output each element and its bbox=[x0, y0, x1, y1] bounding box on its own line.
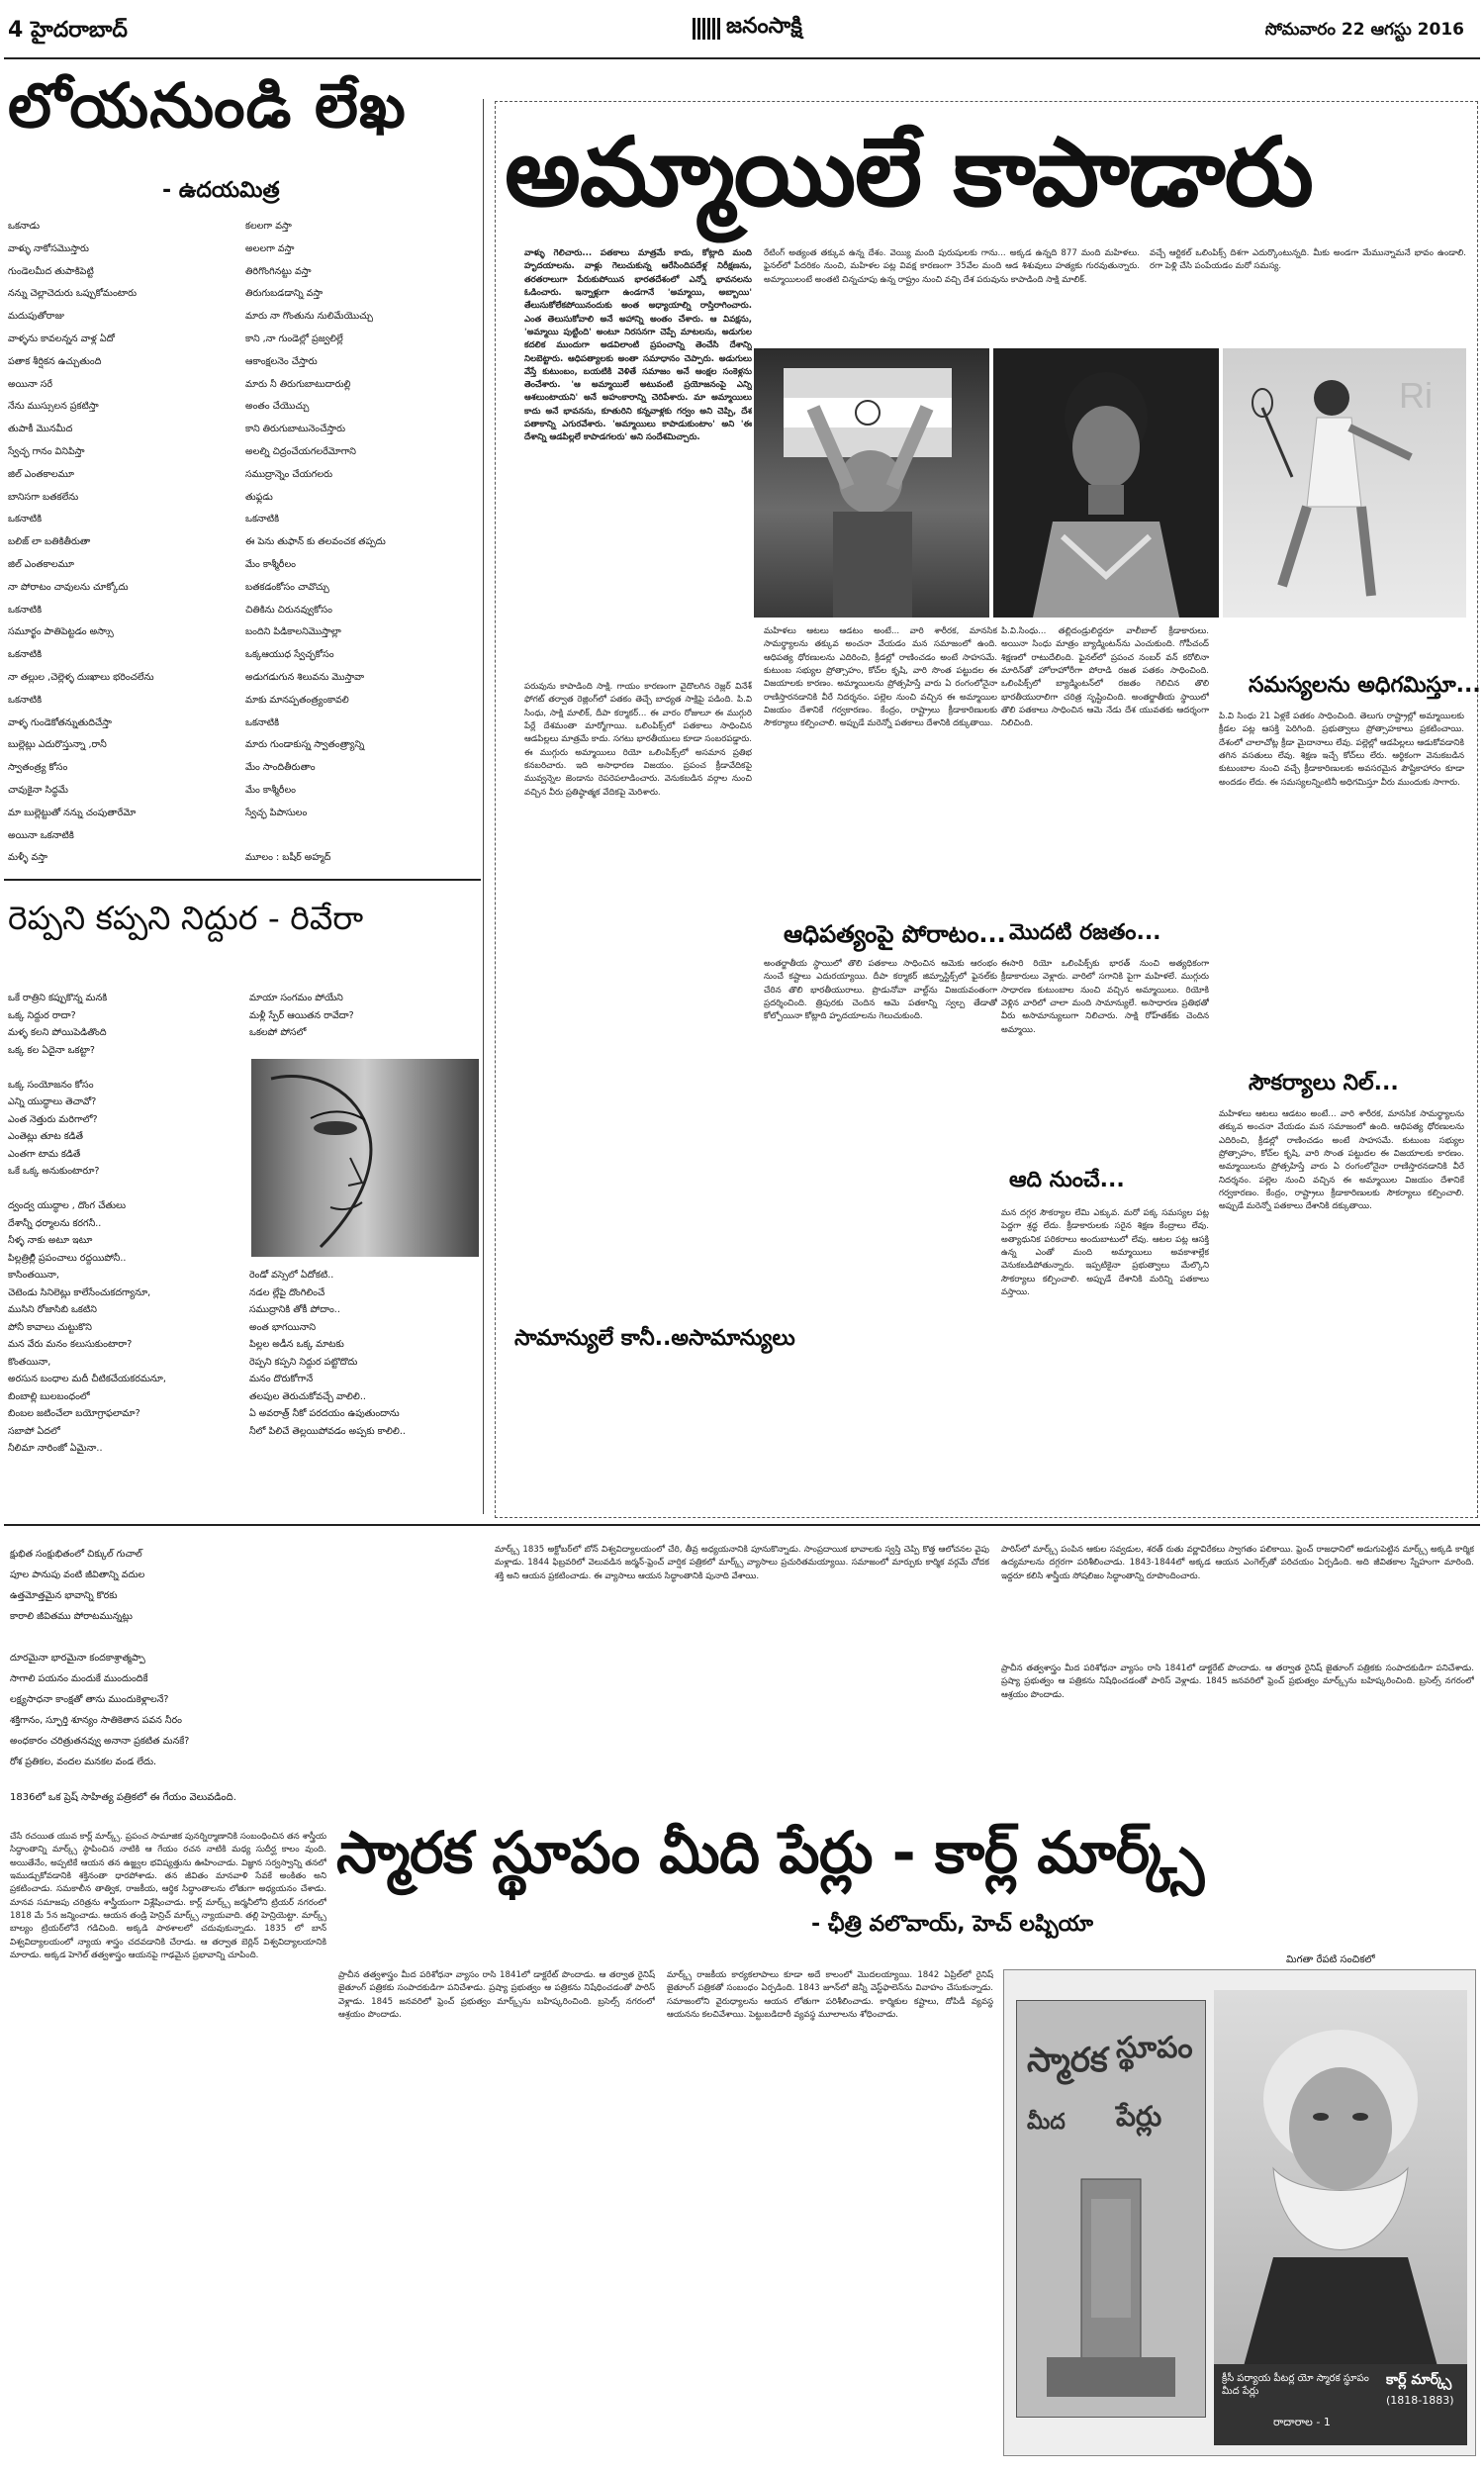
main-col1-mid: పరువును కాపాడింది సాక్షి. గాయం కారణంగా వైదొలగిన రెజ్లర్ వినేశ్ ఫోగట్ తర్వాత రెజ్లింగ్‌లో పతకం తెచ్చే బాధ్యత సాక్షిపై పడింది. పి.వి సింధు, సాక్షి మాలిక్, దీపా కర్మాకర్... ఈ వారం రోజులూ ఈ ముగ్గురి పేర్లే దేశమంతా మార్మోగాయి. ఒలింపిక్స్‌లో పతకాలు సాధించిన ఆడపిల్లలు మాత్రమే కాదు. సగటు భారతీయులు కూడా సంబరపడ్డారు. ఈ ముగ్గురు అమ్మాయిలు రియో ఒలింపిక్స్‌లో అసమాన ప్రతిభ కనబరిచారు. ఇది అసాధారణ విజయం. ప్రపంచ క్రీడావేదికపై మువ్వన్నెల జెండాను రెపరెపలాడించారు. వెనుకబడిన వర్గాల నుంచి వచ్చిన వీరు ప్రతిష్ఠాత్మక వేదికపై మెరిశారు. bbox=[524, 682, 752, 798]
poem-line: ఈ పెను తుఫాన్ కు తలవంచక తప్పదు bbox=[245, 536, 386, 548]
marx-col-mid-1: ప్రాచీన తత్వశాస్త్రం మీద పరిశోధనా వ్యాసం రాసి 1841లో డాక్టరేట్ పొందాడు. ఆ తర్వాత రైనిష్ జైతూంగ్ పత్రికకు సంపాదకుడిగా పనిచేశాడు. ప్రష్యా ప్రభుత్వం ఆ పత్రికను నిషేధించడంతో పారిస్ వెళ్లాడు. 1845 జనవరిలో ఫ్రెంచ్ ప్రభుత్వం మార్క్స్‌ను బహిష్కరించింది. బ్రసెల్స్ నగరంలో ఆశ్రయం పొందాడు. bbox=[338, 1970, 655, 2020]
poem-line: ఒక్క సంయోజనం కోసం bbox=[8, 1079, 94, 1091]
poem-line: నా తల్లుల ,చెల్లెళ్ళ దుఃఖాలు భరించలేను bbox=[8, 671, 154, 683]
poem-line: ఎన్ని యుద్ధాలు తెచావో? bbox=[8, 1096, 97, 1107]
poem-line bbox=[10, 1627, 485, 1648]
poem-line: బందిని పిడికాలనిమొస్తాల్లా bbox=[245, 626, 341, 638]
poem-line: మారు గుండాకుస్న స్వాతంత్ర్యాన్ని bbox=[245, 739, 365, 751]
photo-series: రాదారాల - 1 bbox=[1273, 2416, 1331, 2428]
poem-note: 1836లో ఒక ప్రెష్ సాహిత్య పత్రికలో ఈ గేయం వెలువడింది. bbox=[10, 1792, 236, 1803]
poem-line: పతాక శీర్షికన ఉచ్చుతుంది bbox=[8, 355, 102, 367]
poem-line: ఒకనాటికి bbox=[8, 514, 43, 525]
poem-line: మళ్ళీ వస్తా bbox=[8, 852, 48, 864]
monument-book-cover bbox=[1016, 2000, 1206, 2418]
poem2-section bbox=[4, 891, 481, 1524]
poem-line: చెటెండు సినిలెట్లు కాలేసేంచుకదగ్యానూ, bbox=[8, 1286, 151, 1298]
poem-line: మన వేరు మనం కలుసుకుంటారా? bbox=[8, 1339, 133, 1350]
poem-line: మారు నా గొంతును నులిమేయొచ్చు bbox=[245, 311, 374, 323]
poem-line: బానిసగా బతకలేను bbox=[8, 491, 79, 503]
poem-line: వాళ్ళను కావలన్నన వాళ్ల ఏదో bbox=[8, 333, 115, 344]
poem-line: లక్ష్యసాధనా కాంక్షతో తాను ముందుకెళ్లాలనే? bbox=[10, 1694, 169, 1705]
poem-line: కాని తిరుగుబాటునెంచేస్తారు bbox=[245, 424, 346, 435]
athlete-photo-sindhu bbox=[1223, 348, 1466, 618]
photo-caption-right: కార్ల్ మార్క్స్ bbox=[1386, 2372, 1452, 2388]
poem-line: ఒకనాటికి bbox=[8, 649, 43, 661]
poem-line: వాళ్ళ గుండెకోతన్నుతుదిచేస్తా bbox=[8, 716, 112, 728]
poem2-lines-col1 bbox=[8, 990, 255, 1458]
poem-line: అడుగడుగున శిలువను మొస్తావా bbox=[245, 671, 365, 683]
poem-line: జిల్ ఎంతకాలమూ bbox=[8, 558, 75, 570]
poem-lines-right bbox=[245, 216, 479, 870]
poem-line: ఉత్తమోత్తమైన భావాన్ని కొరకు bbox=[10, 1590, 118, 1601]
paper-name: జనంసాక్షి bbox=[693, 14, 802, 44]
poem-line: ఎంతగా టామ కడితే bbox=[8, 1148, 81, 1160]
poem-line: ఆకాంక్షలనెం చేస్తారు bbox=[245, 355, 318, 367]
marx-byline: - ఛీత్రి వలొవాయ్, హెచ్ లష్పియా bbox=[811, 1912, 1093, 1937]
poem-line: అంధకారం చరిత్రుతనవ్వు అనానా ప్రకటిత మనకే? bbox=[10, 1736, 190, 1747]
poem-line: నీళ్ళ నాకు అటూ ఇటూ bbox=[8, 1235, 93, 1246]
marx-col-mid-2: మార్క్స్ రాజకీయ కార్యకలాపాలు కూడా అదే కాలంలో మొదలయ్యాయి. 1842 ఏప్రిల్‌లో రైనిష్ జైతూంగ్ పత్రికతో సంబంధం ఏర్పడింది. 1843 జూన్‌లో జెన్నీ వెస్ట్‌ఫాలెన్‌ను వివాహం చేసుకున్నాడు. సమాజంలోని వైరుధ్యాలను ఆయన లోతుగా పరిశీలించాడు. కార్మికుల కష్టాలు, దోపిడీ వ్యవస్థ ఆయనను కలచివేశాయి. పెట్టుబడిదారీ వ్యవస్థ మూలాలను శోధించాడు. bbox=[667, 1970, 993, 2020]
poem-line: సాగాలి పయనం మందుకే ముందుందికే bbox=[10, 1673, 148, 1684]
poem-line: ద్వంద్వ యుద్ధాల , దొంగ చేతులు bbox=[8, 1200, 127, 1211]
poem-line: జిల్ ఎంతకాలమూ bbox=[8, 468, 75, 480]
section-heading: ఆధిపత్యంపై పోరాటం... bbox=[784, 920, 1006, 948]
poem-line: పిల్లల అడీన ఒక్క మాటకు bbox=[249, 1339, 344, 1350]
poem-line: ఒక్కఆయుధ స్వేచ్ఛకోసం bbox=[245, 649, 334, 661]
poem-line: కాసింతయినా, bbox=[8, 1270, 59, 1281]
poem-line: మేం కాశ్మీరీలం bbox=[245, 784, 296, 796]
poem-line: తుపాకీ మొనమీద bbox=[8, 424, 73, 435]
athlete-photo-dipa bbox=[993, 348, 1219, 618]
main-col4-mid: పి.వి సింధు 21 ఏళ్లకే పతకం సాధించింది. తెలుగు రాష్ట్రాల్లో అమ్మాయిలకు క్రీడల పట్ల ఆసక్తి పెరిగింది. ప్రభుత్వాలు ప్రోత్సాహకాలు ప్రకటించాయి. దేశంలో చాలాచోట్ల క్రీడా మైదానాలు లేవు. పల్లెల్లో ఆడపిల్లలు ఆడుకోవడానికి తగిన వసతులు లేవు. శిక్షణ ఇచ్చే కోచ్‌లు లేరు. ఆర్థికంగా వెనుకబడిన కుటుంబాల నుంచి వచ్చే క్రీడాకారిణులకు అవసరమైన పౌష్టికాహారం కూడా అందడం లేదు. ఈ సమస్యలన్నింటినీ అధిగమిస్తూ వీరు ముందుకు సాగారు. bbox=[1219, 712, 1464, 788]
poem-line bbox=[249, 1042, 479, 1060]
poem-line: సముద్రానికి తోకీ పోదాం.. bbox=[249, 1304, 340, 1315]
main-col2-mid-b: అంతర్జాతీయ స్థాయిలో తొలి పతకాలు సాధించిన ఆమెకు ఆరంభం నుంచే కష్టాలు ఎదురయ్యాయి. దీపా కర్మాకర్ జిమ్నాస్టిక్స్‌లో ఫైనల్‌కు చేరిన తొలి భారతీయురాలు. ప్రొడునోవా వాల్ట్‌ను విజయవంతంగా ప్రదర్శించింది. త్రిపురకు చెందిన ఆమె పతకాన్ని స్వల్ప తేడాతో కోల్పోయినా కోట్లాది హృదయాలను గెలుచుకుంది. bbox=[764, 959, 997, 1022]
poem-line: బతకడంకోసం చావొచ్చు bbox=[245, 581, 329, 593]
divider bbox=[4, 879, 481, 881]
monument-title-3: మీద bbox=[1027, 2110, 1066, 2135]
issue-date: సోమవారం 22 ఆగస్టు 2016 bbox=[1264, 20, 1464, 40]
poem-line: ఎంత నెత్తురు మరిగాలో? bbox=[8, 1113, 98, 1125]
section-heading: సామాన్యులే కానీ..అసామాన్యులు bbox=[514, 1326, 795, 1351]
poem-line: ఒకనాటికి bbox=[245, 716, 280, 728]
poem-line: ఒకనాటికి bbox=[8, 694, 43, 706]
poem-line: వాళ్ళు నాకోసమొస్తారు bbox=[8, 242, 89, 254]
photo-caption: క్రీసీ పర్యాయ పీటర్ల యో స్మారక స్థూపం మీద పేర్లు bbox=[1222, 2373, 1369, 2397]
poem-line: స్వాతంత్ర్య కోసం bbox=[8, 762, 68, 774]
monument-title-2: స్థూపం bbox=[1116, 2031, 1193, 2065]
poem-line: ఒకనాటికి bbox=[245, 514, 280, 525]
svg-text:Ri: Ri bbox=[1399, 375, 1433, 416]
section-heading: సౌకర్యాలు నిల్... bbox=[1249, 1071, 1399, 1095]
poem-line: తిరిగొంగినట్టు వస్తా bbox=[245, 265, 312, 277]
poem-line: నన్ను చెల్లాచెదురు ఒప్పుకోమంటారు bbox=[8, 288, 138, 300]
poem-line bbox=[8, 1059, 255, 1077]
newspaper-logo-icon bbox=[693, 18, 722, 40]
poem-line: చితికిను చిరునవ్వుకోసం bbox=[245, 604, 332, 616]
poem-line: దేశాన్నీ ధర్మాలను కరగనీ.. bbox=[8, 1217, 102, 1229]
marx-body-left: చేసే రచయిత యువ కార్ల్ మార్క్స్. ప్రపంచ సామాజిక పునర్నిర్మాణానికి సంబంధించిన తన శాస్త్రీయ సిద్ధాంతాన్ని మార్క్స్ స్థాపించిన నాటికి ఆ గేయం రచన నాటికి మధ్య సుదీర్ఘ కాలం వుంది. అయితేనేం, అప్పటికే ఆయన తన ఉజ్జ్వల భవిష్యత్తును ఊహించాడు. విజ్ఞాన సర్వస్వాన్ని తనలో ఇముడ్చుకోవడానికి శక్తినంతా ధారపోశాడు. తన జీవితం మానవాళి సేవకే అంకితం అని ప్రకటించాడు. సమకాలీన తాత్విక, రాజకీయ, ఆర్థిక సిద్ధాంతాలను లోతుగా అధ్యయనం చేశాడు. మానవ సమాజపు చరిత్రను శాస్త్రీయంగా విశ్లేషించాడు. కార్ల్ మార్క్స్ జర్మనీలోని ట్రియర్ నగరంలో 1818 మే 5న జన్మించాడు. ఆయన తండ్రి హెన్రిచ్ మార్క్స్ న్యాయవాది. తల్లి హెన్రియెట్టా. మార్క్స్ బాల్యం ట్రియర్‌లోనే గడిచింది. అక్కడి పాఠశాలలో చదువుకున్నాడు. 1835 లో బాన్ విశ్వవిద్యాలయంలో న్యాయ శాస్త్రం చదవడానికి చేరాడు. ఆ తర్వాత బెర్లిన్ విశ్వవిద్యాలయానికి మారాడు. అక్కడ హెగెల్ తత్వశాస్త్రం ఆయనపై గాఢమైన ప్రభావాన్ని చూపింది. bbox=[10, 1832, 326, 1960]
main-col3-mid: పి.వి.సింధు... తల్లిదండ్రులిద్దరూ వాలీబాల్ క్రీడాకారులు. అయినా సింధు మాత్రం బ్యాడ్మింటన్‌ను ఎంచుకుంది. గోపీచంద్ శిక్షణలో రాటుదేలింది. ఫైనల్‌లో ప్రపంచ నంబర్ వన్ కరోలినా మారిన్‌తో హోరాహోరీగా పోరాడి రజత పతకం సాధించింది. ఒలింపిక్స్‌లో బ్యాడ్మింటన్‌లో రజతం గెలిచిన తొలి భారతీయురాలిగా చరిత్ర సృష్టించింది. అంతర్జాతీయ స్థాయిలో తొలి పతకాలు సాధించిన ఆమె నేడు దేశ యువతకు ఆదర్శంగా నిలిచింది. bbox=[1001, 626, 1209, 729]
poem-line: నీలో పిలిచే తెల్లయిపోవడం అప్పకు కాలిలి.. bbox=[249, 1425, 406, 1437]
poem-line: ఒకే రాత్రిని కప్పుకొన్న మనకి bbox=[8, 993, 108, 1003]
divider bbox=[4, 1524, 1480, 1526]
masthead-rule bbox=[4, 57, 1480, 59]
continued-note: మిగతా రేపటి సంచికలో bbox=[1286, 1954, 1375, 1965]
poem-line: అంతం చేయొచ్చు bbox=[245, 401, 310, 413]
main-col2-top: రేటింగ్ అత్యంత తక్కువ ఉన్న దేశం. వెయ్యి మంది పురుషులకు గాను... అక్కడ ఉన్నది 877 మంది మహిళలు. ఫైనల్‌లో పేదరికం నుంచి, మహిళల పట్ల వివక్ష కారణంగా 35వేల మంది ఆడ శిశువులు హత్యకు గురవుతున్నారు. అమ్మాయిలంటే అంతటి చిన్నచూపు ఉన్న రాష్ట్రం నుంచి వచ్చి దేశ పరువును కాపాడింది సాక్షి మాలిక్. bbox=[764, 248, 1140, 285]
poem-line: ఒకనాడు bbox=[8, 221, 41, 232]
main-headline: అమ్మాయిలే కాపాడారు bbox=[505, 117, 1313, 228]
poem-line: బుల్లెట్లు ఎదురొస్తున్నా ,రానీ bbox=[8, 739, 107, 751]
marx-col-top-1: పారిస్‌లో మార్క్స్ పంపిన ఆకుల సవ్వడుల, శరత్ రుతు వర్ణావిరేకలు స్వాగతం పలికాయి. ఫ్రెంచ్ రాజధానిలో అడుగుపెట్టిన మార్క్స్ అక్కడి కార్మిక ఉద్యమాలను దగ్గరగా పరిశీలించాడు. 1843-1844లో అక్కడ ఆయన ఎంగెల్స్‌తో పరిచయం ఏర్పడింది. అది జీవితకాల స్నేహంగా మారింది. ఇద్దరూ కలిసి శాస్త్రీయ సోషలిజం సిద్ధాంతాన్ని రూపొందించారు. bbox=[1001, 1545, 1474, 1581]
page-label: 4 హైదరాబాద్ bbox=[8, 18, 128, 43]
poem-line: గుండెలమీద తుపాకిపెట్టి bbox=[8, 265, 94, 277]
section-heading: మొదటి రజతం... bbox=[1009, 920, 1161, 945]
poem-author: - ఉదయమిత్ర bbox=[162, 178, 280, 203]
poem-line: రెండో వస్సెలో ఏదోకటి.. bbox=[249, 1270, 334, 1281]
poem-line: రోశ ప్రతికల, వందల మనకల వండ లేదు. bbox=[10, 1757, 157, 1767]
poem-line: కాని ,నా గుండెల్లో ప్రజ్వలిల్లే bbox=[245, 333, 343, 344]
main-col3-top: వచ్చే ఆర్టికల్ ఒలింపిక్స్ దిశగా ఎదుర్కొంటున్నది. మీకు అండగా మేమున్నామనే భావం ఉండాలి. రగా పెళ్లి చేసి పంపేయడం మరో సమస్య. bbox=[1150, 248, 1466, 272]
monument-title-4: పేర్లు bbox=[1116, 2100, 1162, 2133]
face-sketch-image bbox=[251, 1059, 479, 1257]
poem-line: మాకు మానప్పతంత్ర్యంకావలి bbox=[245, 694, 349, 706]
poem-line: మా బుల్లెట్టుతో నన్ను చంపుతారేమో bbox=[8, 807, 137, 818]
divider bbox=[483, 99, 484, 1514]
poem-line: చావుకైనా సిద్ధమే bbox=[8, 784, 68, 796]
poem-line: అలల్ని చిద్రంచేయగలరేమోగాని bbox=[245, 445, 356, 457]
poem-line: శక్తిగానం, స్ఫూర్తి శూన్యం సాతికెతాన పవన నీరం bbox=[10, 1715, 182, 1726]
poem-line: ఎంతెట్లు తూట కడితే bbox=[8, 1131, 84, 1142]
poem-line: ఒకనాటికి bbox=[8, 604, 43, 616]
marx-col-top-2: మార్క్స్ 1835 అక్టోబర్‌లో బోన్ విశ్వవిద్యాలయంలో చేరి, తీవ్ర అధ్యయనానికి పూనుకొన్నాడు. సాంప్రదాయిక భావాలకు స్వస్తి చెప్పి కొత్త ఆలోచనల వైపు మళ్లాడు. 1844 ఫిబ్రవరిలో వెలువడిన జర్మన్-ఫ్రెంచ్ వార్షిక పత్రికలో మార్క్స్ వ్యాసాలు ప్రచురితమయ్యాయి. సమాజంలో మార్పుకు కార్మిక వర్గమే చోదక శక్తి అని ఆయన ప్రకటించాడు. ఈ వ్యాసాలు ఆయన సిద్ధాంతానికి పునాది వేశాయి. bbox=[495, 1545, 989, 1581]
poem-line: క్షుభిత సంక్షుభితంలో చిక్కుల్ గుచాల్ bbox=[10, 1549, 142, 1560]
poem-line: మళ్లీ స్పేర్ ఆయితన రావేదా? bbox=[249, 1009, 354, 1021]
poem-line: ఏ అవరాత్ర్ నీకో పరదయం ఉపుతుందాను bbox=[249, 1408, 400, 1419]
marx-col-top-3: ప్రాచీన తత్వశాస్త్రం మీద పరిశోధనా వ్యాసం రాసి 1841లో డాక్టరేట్ పొందాడు. ఆ తర్వాత రైనిష్ జైతూంగ్ పత్రికకు సంపాదకుడిగా పనిచేశాడు. ప్రష్యా ప్రభుత్వం ఆ పత్రికను నిషేధించడంతో పారిస్ వెళ్లాడు. 1845 జనవరిలో ఫ్రెంచ్ ప్రభుత్వం మార్క్స్‌ను బహిష్కరించింది. బ్రసెల్స్ నగరంలో ఆశ్రయం పొందాడు. bbox=[1001, 1664, 1474, 1700]
poem-line: పోనీ కావాలు చుట్టుకొని bbox=[8, 1321, 92, 1333]
poem-line: ఒకలపో పోసలో bbox=[249, 1027, 307, 1038]
poem-line: మూలం : బషీర్ అహ్మద్ bbox=[245, 852, 331, 864]
poem-line: నీలిమా నారింజో ఏమైనా.. bbox=[8, 1443, 103, 1454]
poem-line: మళ్ళ కలని పోయిపెడితొంది bbox=[8, 1027, 107, 1038]
marx-portrait bbox=[1214, 1990, 1467, 2366]
section-heading: సమస్యలను అధిగమిస్తూ... bbox=[1249, 673, 1481, 698]
poem2-title: రెప్పని కప్పని నిద్దుర - రివేరా bbox=[8, 899, 364, 937]
poem-section bbox=[4, 69, 481, 881]
poem-line: రెప్పని కప్పని నిద్దుర పట్టొదొదు bbox=[249, 1356, 358, 1368]
poem-line: స్వేచ్ఛ గానం వినిపిస్తా bbox=[8, 445, 85, 457]
poem-line: మారు నీ తిరుగుబాటుదారుల్లి bbox=[245, 378, 351, 390]
poem-line: తుఫ్లడు bbox=[245, 491, 273, 503]
poem-line bbox=[245, 825, 479, 848]
poem-line: బింబాల్లి బులబంధంలో bbox=[8, 1390, 90, 1402]
quoted-poem bbox=[10, 1544, 485, 1772]
poem-line: తలపుల తెరుచుకోవచ్చే వాలిలి.. bbox=[249, 1390, 366, 1402]
monument-title-1: స్మారక bbox=[1027, 2041, 1108, 2080]
poem-line: సబాపో ఏదలో bbox=[8, 1425, 60, 1437]
poem-line: కారాలి జీవితము పోరాటమున్నట్లు bbox=[10, 1611, 133, 1622]
section-heading: ఆది నుంచే... bbox=[1009, 1168, 1125, 1192]
poem-line: మేం కాశ్మీరీలం bbox=[245, 558, 296, 570]
poem-line: ఒక్క కల ఏదైనా ఒకట్టా? bbox=[8, 1044, 95, 1056]
poem-line: స్వేచ్ఛ పిపాసులం bbox=[245, 807, 308, 818]
poem-line: బలిజ్ లా బతికితీరుతా bbox=[8, 536, 91, 548]
marx-headline: స్మారక స్థూపం మీది పేర్లు - కార్ల్ మార్క్స్ bbox=[336, 1819, 1204, 1886]
poem-line: ఒకే ఒక్క అనుకుంటారూ? bbox=[8, 1166, 100, 1177]
poem-line: బింబల జటించేలా బయోగ్రాఫలామా? bbox=[8, 1408, 140, 1419]
main-col1-top: వాళ్ళు గెలిచారు... పతకాలు మాత్రమే కాదు, కోట్లాది మంది హృదయాలను. వాళ్లు గెలుచుకున్న ఆరేసిందిపదేళ్ల నిరీక్షణను, తరతరాలుగా పేరుకుపోయిన భారతదేశంలో ఎన్నో భావనలను ఓడించారు. ఇన్నాళ్లుగా ఉండగానే 'అమ్మాయి, అబ్బాయి' తేలుసుకోలేకపోయినందుకు అంత అధ్యాయాల్ని రాస్తిరాగించారు. ఎంత తెలుసుకోవాలి అనే అహాన్ని అంతం చేశారు. ఆ వివక్షను, 'అమ్మాయి పుట్టింది' అంటూ నిరసనగా చెప్పే మాటలను, అడుగుల కదలిక ముందుగా అడవిలాంటి ప్రపంచాన్ని తెంచేసి దేశాన్ని నిలబెట్టారు. ఆధిపత్యాలకు అంతా సమాధానం చెప్పారు. అడుగులు వేస్తే కుటుంబం, బయటికి వెళితే సమాజం అనే ఆంక్షల సంకెళ్లను తెంచేశారు. 'ఆ అమ్మాయిలే అటువంటి ప్రయోజనంపై ఎన్ని ఆశలుంటాయని' అనే అహంకారాన్ని చెరిపేశారు. మా అమ్మాయిలు కాదు అనే భావనను, కూతురిని కన్నవాళ్లకు గర్వం అని చెప్పి, దేశ పతాకాన్ని ఎగురవేశారు. 'అమ్మాయిలు కాపాడుకుంటాం' అని 'ఈ దేశాన్ని ఆడపిల్లలే కాపాడగలరు' అని సందేశమిచ్చారు. bbox=[524, 248, 752, 443]
poem-line: అంత భాగయినాని bbox=[249, 1321, 317, 1333]
poem-line: సమూర్ఖం పాతిపెట్టడం అస్సాు bbox=[8, 626, 114, 638]
poem-line: సముద్రాన్నెం చేయగలరు bbox=[245, 468, 332, 480]
poem-line: అయినా ఒకనాటికి bbox=[8, 829, 74, 841]
poem-line: కలలగా వస్తా bbox=[245, 221, 292, 232]
main-col4-bot: మహిళలు ఆటలు ఆడటం అంటే... వారి శారీరక, మానసిక సామర్థ్యాలను తక్కువ అంచనా వేయడం మన సమాజంలో ఉంది. ఆధిపత్య ధోరణులను ఎదిరించి, క్రీడల్లో రాణించడం అంటే సాహసమే. కుటుంబ సభ్యుల ప్రోత్సాహం, కోచ్‌ల కృషి, వారి సొంత పట్టుదల ఈ విజయాలకు కారణం. అమ్మాయిలను ప్రోత్సహిస్తే వారు ఏ రంగంలోనైనా రాణిస్తారనడానికి వీరే నిదర్శనం. పల్లెల నుంచి వచ్చిన ఈ అమ్మాయిల విజయం దేశానికే గర్వకారణం. కేంద్రం, రాష్ట్రాలు క్రీడాకారిణులకు సౌకర్యాలు కల్పించాలి. అప్పుడే మరెన్నో పతకాలు దేశానికి దక్కుతాయి. bbox=[1219, 1109, 1464, 1212]
masthead bbox=[0, 0, 1484, 63]
main-col2-mid: మహిళలు ఆటలు ఆడటం అంటే... వారి శారీరక, మానసిక సామర్థ్యాలను తక్కువ అంచనా వేయడం మన సమాజంలో ఉంది. ఆధిపత్య ధోరణులను ఎదిరించి, క్రీడల్లో రాణించడం అంటే సాహసమే. కుటుంబ సభ్యుల ప్రోత్సాహం, కోచ్‌ల కృషి, వారి సొంత పట్టుదల ఈ విజయాలకు కారణం. అమ్మాయిలను ప్రోత్సహిస్తే వారు ఏ రంగంలోనైనా రాణిస్తారనడానికి వీరే నిదర్శనం. పల్లెల నుంచి వచ్చిన ఈ అమ్మాయిల విజయం దేశానికే గర్వకారణం. కేంద్రం, రాష్ట్రాలు క్రీడాకారిణులకు సౌకర్యాలు కల్పించాలి. అప్పుడే మరెన్నో పతకాలు దేశానికి దక్కుతాయి. bbox=[764, 626, 997, 729]
poem-line: అయినా సరే bbox=[8, 378, 53, 390]
poem-line: కొంతయినా, bbox=[8, 1356, 51, 1368]
poem-line bbox=[8, 1181, 255, 1198]
poem-line: దూరమైనా భారమైనా కందకాశ్రాత్మప్పా bbox=[10, 1653, 145, 1664]
poem-line: నడల ల్లేపై దొంగిలించే bbox=[249, 1286, 325, 1298]
poem-line: మేం సాందితీరుతాం bbox=[245, 762, 316, 774]
athlete-photo-sakshi bbox=[754, 348, 989, 618]
poem-line: మాయా సంగమం పోయేని bbox=[249, 993, 343, 1003]
photo-years: (1818-1883) bbox=[1386, 2394, 1454, 2407]
marx-photo-block bbox=[1003, 1969, 1476, 2456]
poem-line: పిల్లత్రిల్లిి ప్రపంచాలు రద్దయిపోనీ.. bbox=[8, 1252, 127, 1264]
poem-line: తిరుగుబడడాన్ని వస్తా bbox=[245, 288, 324, 300]
poem-line: అరసున బంధాల మదీ చీటికచేయకరమనూ, bbox=[8, 1374, 166, 1384]
photo-caption-strip bbox=[1214, 2364, 1467, 2445]
poem-line: పూల పానుపు వంటి జీవితాన్ని వదుల bbox=[10, 1570, 145, 1580]
main-col3-mid-b: ఈసారి రియో ఒలింపిక్స్‌కు భారత్ నుంచి అత్యధికంగా క్రీడాకారులు వెళ్లారు. వారిలో సగానికి పైగా మహిళలే. ముగ్గురు సాధారణ కుటుంబాల నుంచి వచ్చిన అమ్మాయిలు. రియోకి వెళ్లిన వారిలో చాలా మంది సామాన్యులే. అసాధారణ ప్రతిభతో వీరు అసామాన్యులుగా నిలిచారు. సాక్షి రోహ్‌తక్‌కు చెందిన అమ్మాయి. bbox=[1001, 959, 1209, 1035]
poem-line: ఒక్క నిద్దుర రాదా? bbox=[8, 1009, 76, 1021]
main-col3-bot: మన దగ్గర సౌకర్యాల లేమి ఎక్కువ. మరో పక్క సమస్యల పట్ల పెద్దగా శ్రద్ధ లేదు. క్రీడాకారులకు సరైన శిక్షణ కేంద్రాలు లేవు. అత్యాధునిక పరికరాలు అందుబాటులో లేవు. ఆటల పట్ల ఆసక్తి ఉన్న ఎంతో మంది అమ్మాయిలు అవకాశాల్లేక వెనుకబడిపోతున్నారు. ఇప్పటికైనా ప్రభుత్వాలు మేల్కొని సౌకర్యాలు కల్పించాలి. అప్పుడే దేశానికి మరిన్ని పతకాలు వస్తాయి. bbox=[1001, 1208, 1209, 1297]
poem-line: నేను ముస్సులన ప్రకటిస్తా bbox=[8, 401, 99, 413]
poem-line: మదుపుతోరాజు bbox=[8, 311, 64, 323]
poem-title: లోయనుండి లేఖ bbox=[8, 69, 407, 142]
poem-lines-left bbox=[8, 216, 235, 870]
poem-line: అలలగా వస్తా bbox=[245, 242, 295, 254]
poem-line: ముసిని రోజాసిబి ఒకటిని bbox=[8, 1304, 97, 1315]
poem-line: నా పోరాటం చావులను చూక్కోదు bbox=[8, 581, 129, 593]
poem-line: మనం దొరుకోగానే bbox=[249, 1374, 314, 1384]
